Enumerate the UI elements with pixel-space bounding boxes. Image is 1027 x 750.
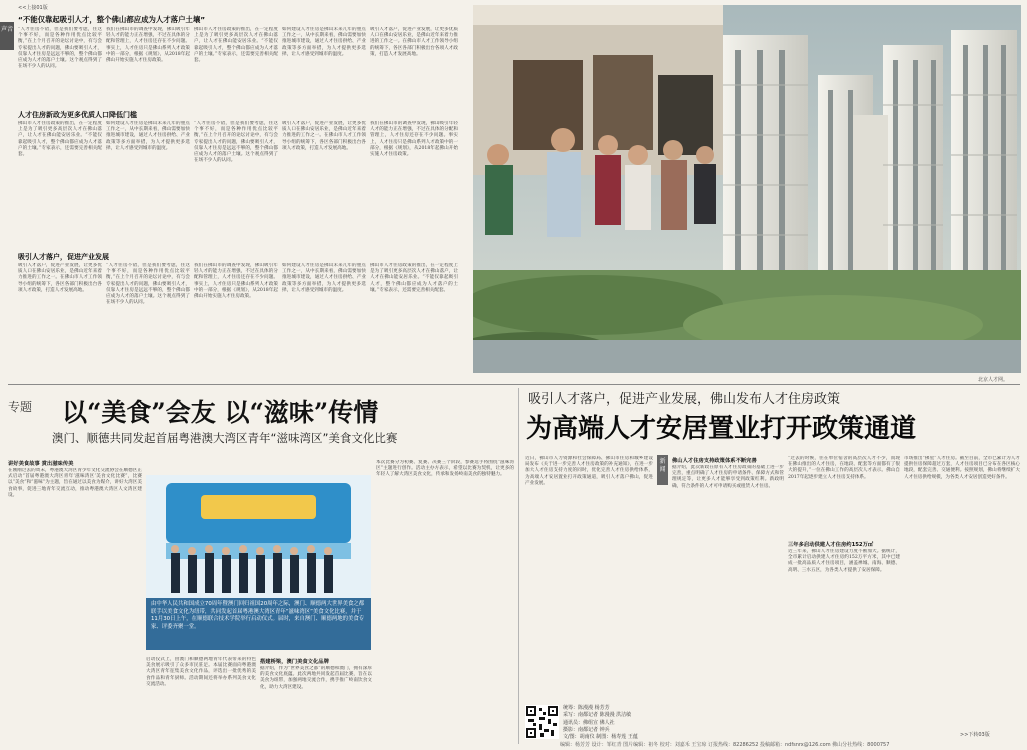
photo-illustration [473,5,1021,373]
event-caption: 由中华人民共和国成立70周年暨澳门回归祖国20周年之际，澳门、顺德两大世界美食之都联手以美食文化为纽带，共同发起首届粤港澳大湾区青年“滋味湾区”美食文化比赛，并于11月30日上午，在顺德联合技术学院举行启动仪式。届时，来自澳门、顺德两地的美食专家、评委齐聚一堂。 [146,598,371,650]
continuation-label: <<上接01版 [18,5,48,11]
topic-subtitle: 澳门、顺德共同发起首届粤港澳大湾区青年“滋味湾区”美食文化比赛 [52,431,398,445]
section-divider [8,384,1020,385]
main-col-5: 市场推出“佛星”人才住房。截至目前，全市已累计为人才提供住房保障超过万套，人才住房项目已分布在各区核心地段，配套完善、交通便利。按照规划，佛山将继续扩大人才住房供给规模，为各类人才安居创造更好条件。 [904,456,1020,480]
continuation-headline: “不能仅靠起吸引人才，整个佛山都应成为人才落户土壤” [18,15,206,24]
section-tab: 声音 [0,22,14,50]
news-tab: 新闻 [657,455,668,485]
continuation-col-10: 我们在佛山市的调查中发现，佛山吸引年轻人才的能力正在增强，不过在具体的分配和管理上，人才住房还存在不少问题。事实上，人才住房只是佛山系列人才政策中的一部分，根据《规划》，从2018年起佛山开始实施人才住房政策。 [370,121,458,158]
main-subhead-1: 佛山人才住房支持政策体系不断完善 [672,458,757,464]
column-divider [518,388,519,744]
main-col-3: “过去的时候，住在单位宿舍的高层次人才不少，而现在佛山推出的人才住房，在地段、配套等方面都有了很大的提升，”一位在佛山工作的高层次人才表示。佛山自2017年起逐步建立人才住房支持体系。 [788,456,900,480]
sales-center-photo [473,5,1021,373]
continuation-subhead-1: 人才住房新政为更多优质人口降低门槛 [18,111,137,119]
qr-pattern [525,705,559,739]
main-col-2: 据介绍，此次新政在原有人才住房政策的基础上进一步完善，重点明确了人才住房的申请条件、保障方式和管理规定等，让更多人才能够享受到政策红利。新政明确，符合条件的人才可申请购买或租赁人才住房。 [672,465,784,489]
topic-col-1: 在刚刚过去的周末，粤港澳大湾区青少年文化交流协会在顺德区正式启动“首届粤港澳大湾区青年‘滋味湾区’美食文化比赛”，比赛以“美食”和“滋味”为主题，旨在通过以美食为媒介，讲好大湾区美食故事，促进三地青年交流互动，推动粤港澳大湾区人文湾区建设。 [8,468,142,498]
continuation-col-9: 吸引人才落户，促进产业发展，让更多优质人口在佛山安居乐业，是佛山近年来着力推进的工作之一。在佛山市人才工作领导小组的统筹下，各区各部门积极出台各项人才政策，打造人才发展高地。 [282,121,366,151]
continuation-col-4: 如何建设人才住房是佛山未来几年的重点工作之一，从中长期来看，佛山需要加快推进城市建设，通过人才住房供给、产业政策等多方面举措，为人才提供更多选择，让人才感受到城市的温度。 [282,27,366,57]
continuation-col-14: 如何建设人才住房是佛山未来几年的重点工作之一，从中长期来看，佛山需要加快推进城市建设，通过人才住房供给、产业政策等多方面举措，为人才提供更多选择，让人才感受到城市的温度。 [282,263,366,293]
qr-code [525,705,559,739]
photo-caption: 北京人才网。 [978,377,1009,383]
credit-line: 摄影：南都记者 钟兵 [563,726,610,733]
topic-col-4: 本次比赛分为初赛、复赛、决赛三个阶段，参赛选手将围绕“滋味湾区”主题进行创作。活动主办方表示，希望以比赛为契机，让更多的年轻人了解大湾区美食文化，传承和发扬岭南美食的独特魅力。 [376,460,514,478]
continuation-col-1: “人才住房不错，但是我们要考虑，住这个事不好，而是各种作用优点比较平衡，”在上个月召开的论坛讨论中，有与会专家提出人才的问题，佛山要吸引人才，仅靠人才住房是远远不够的，整个佛山都应成为人才的落户土壤。这个观点得到了在场不少人的认同。 [18,27,102,70]
continuation-col-11: 吸引人才落户，促进产业发展，让更多优质人口在佛山安居乐业，是佛山近年来着力推进的工作之一。在佛山市人才工作领导小组的统筹下，各区各部门积极出台各项人才政策，打造人才发展高地。 [18,263,102,293]
continuation-col-3: 佛山市人才住房政策的推出，在一定程度上是为了吸引更多高层次人才在佛山落户，让人才在佛山能安居乐业。“不能仅靠起吸引人才，整个佛山都应成为人才落户的土壤。”专家表示，还需要完善相关配套。 [194,27,278,64]
topic-lead-head: 讲好美食故事 赏出滋味传美 [8,461,74,467]
continuation-col-12: “人才住房不错，但是我们要考虑，住这个事不好，而是各种作用优点比较平衡，”在上个月召开的论坛讨论中，有与会专家提出人才的问题，佛山要吸引人才，仅靠人才住房是远远不够的，整个佛山都应成为人才的落户土壤。这个观点得到了在场不少人的认同。 [106,263,190,306]
continuation-col-13: 我们在佛山市的调查中发现，佛山吸引年轻人才的能力正在增强，不过在具体的分配和管理上，人才住房还存在不少问题。事实上，人才住房只是佛山系列人才政策中的一部分，根据《规划》，从2018年起佛山开始实施人才住房政策。 [194,263,278,300]
continuation-col-6: 佛山市人才住房政策的推出，在一定程度上是为了吸引更多高层次人才在佛山落户，让人才在佛山能安居乐业。“不能仅靠起吸引人才，整个佛山都应成为人才落户的土壤。”专家表示，还需要完善相关配套。 [18,121,102,158]
main-kicker: 吸引人才落户，促进产业发展，佛山发布人才住房政策 [528,392,841,407]
main-col-1: 近日，佛山市人力资源和社会保障局、佛山市住房和城乡建设局发布《关于进一步完善人才住房政策的补充通知》，在进一步加大人才住房支持力度的同时，优化完善人才住房供给体系，为高端人才安居置业打开政策通道，吸引人才落户佛山，促进产业发展。 [525,456,653,486]
continuation-subhead-2: 吸引人才落户，促进产业发展 [18,253,109,261]
continuation-col-7: 如何建设人才住房是佛山未来几年的重点工作之一，从中长期来看，佛山需要加快推进城市建设，通过人才住房供给、产业政策等多方面举措，为人才提供更多选择，让人才感受到城市的温度。 [106,121,190,151]
topic-col-2: 启动仪式上，由澳门和顺德两地青年代表带来的特色美食展示吸引了众多市民驻足。本届比赛面向粤港澳大湾区青年征集美食文化作品，评选出一批优秀的美食作品和青年厨师。活动期间还将举办系列美食文化交流活动。 [146,657,256,687]
event-stage-illustration [146,475,371,598]
continuation-col-8: “人才住房不错，但是我们要考虑，住这个事不好，而是各种作用优点比较平衡，”在上个月召开的论坛讨论中，有与会专家提出人才的问题，佛山要吸引人才，仅靠人才住房是远远不够的，整个佛山都应成为人才的落户土壤。这个观点得到了在场不少人的认同。 [194,121,278,164]
next-page-link[interactable]: >>下转03版 [960,732,990,738]
topic-title: 以“美食”会友 以“滋味”传情 [62,398,379,427]
continuation-col-15: 佛山市人才住房政策的推出，在一定程度上是为了吸引更多高层次人才在佛山落户，让人才在佛山能安居乐业。“不能仅靠起吸引人才，整个佛山都应成为人才落户的土壤。”专家表示，还需要完善相关配套。 [370,263,458,293]
topic-tag: 专题 [8,400,33,414]
credit-line: 采写：南都记者 陈漫漫 洪洁敏 [563,712,632,719]
continuation-col-5: 吸引人才落户，促进产业发展，让更多优质人口在佛山安居乐业，是佛山近年来着力推进的工作之一。在佛山市人才工作领导小组的统筹下，各区各部门积极出台各项人才政策，打造人才发展高地。 [370,27,458,57]
topic-box-head: 搭建桥梁，澳门美食文化品牌 [260,659,329,665]
credit-line: 统筹：陈漫漫 杨芳芳 [563,705,610,711]
main-subhead-2: 三年多启动供建人才住房约152万㎡ [788,542,874,548]
main-col-4: 近三年来，佛山人才住房建设力度不断加大。据统计，全市累计启动供建人才住房约152万平方米，其中已建成一批高品质人才住房项目，涵盖禅城、南海、顺德、高明、三水五区，为各类人才提供了安居保障。 [788,549,900,573]
footer: 编辑：杨芳芳 设计：邹红青 图片编辑：祖冬 校对：刘嘉禾 王宝琼 订报热线：82286252 投稿邮箱：ndfsnrx@126.com 佛山分社热线：8000757 [560,742,890,748]
continuation-col-2: 我们在佛山市的调查中发现，佛山吸引年轻人才的能力正在增强，不过在具体的分配和管理上，人才住房还存在不少问题。事实上，人才住房只是佛山系列人才政策中的一部分，根据《规划》，从2018年起佛山开始实施人才住房政策。 [106,27,190,64]
credit-line: 文/图：胡南仪 制图：杨寿莲 王蕴 [563,734,638,741]
topic-col-3: 据介绍，作为“世界美食之都”的顺德和澳门，拥有深厚的美食文化底蕴。此次两地共同发起首届比赛，旨在以美食为纽带，加强两地交流合作，携手推广岭南饮食文化，助力大湾区建设。 [260,666,372,690]
credit-line: 通讯员：佛组宣 佛人社 [563,719,615,726]
credits [563,705,663,741]
main-headline: 为高端人才安居置业打开政策通道 [526,414,917,444]
